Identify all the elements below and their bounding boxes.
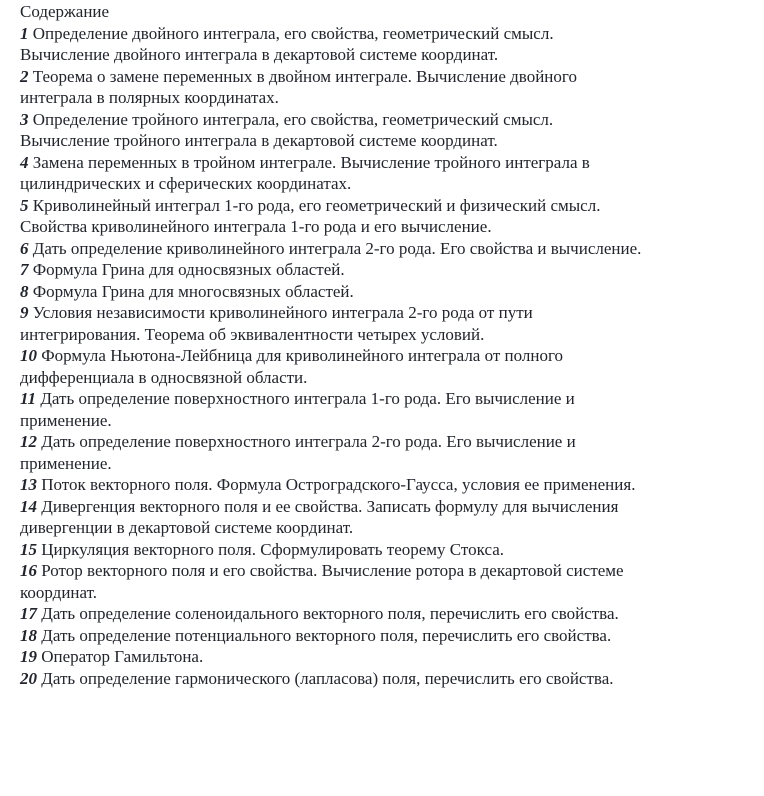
toc-item-text: Циркуляция векторного поля. Сформулировать теорему Стокса. — [41, 539, 505, 559]
toc-item-text: Оператор Гамильтона. — [41, 647, 204, 666]
toc-item — [20, 66, 646, 109]
toc-item — [20, 23, 646, 66]
toc-item-text: Поток векторного поля. Формула Остроградского-Гаусса, условия ее применения. — [41, 475, 636, 494]
toc-item-number: 13 — [20, 475, 37, 494]
toc-item-number: 10 — [20, 346, 37, 365]
toc-item-number: 11 — [20, 389, 37, 408]
toc-item-text: Формула Грина для односвязных областей. — [32, 260, 345, 279]
toc-item — [20, 496, 646, 539]
toc-item — [20, 539, 646, 561]
toc-item-text: Дать определение соленоидального векторного поля, перечислить его свойства. — [41, 604, 619, 623]
toc-item-text: Дать определение поверхностного интеграла 2-го рода. Его вычисление и применение. — [20, 432, 576, 473]
toc-item-number: 16 — [20, 561, 37, 580]
toc-item-number: 12 — [20, 432, 37, 451]
toc-item-number: 7 — [20, 260, 29, 279]
toc-item-number: 8 — [20, 281, 29, 301]
toc-item-text: Дивергенция векторного поля и ее свойства. Записать формулу для вычисления дивергенции в декартовой системе координат. — [20, 496, 619, 537]
toc-item-number: 17 — [20, 604, 37, 623]
toc-item — [20, 603, 646, 625]
toc-item-number: 2 — [20, 66, 29, 86]
toc-item-text: Дать определение потенциального векторного поля, перечислить его свойства. — [41, 625, 612, 645]
toc-item-text: Дать определение гармонического (лапласова) поля, перечислить его свойства. — [41, 668, 614, 688]
toc-item — [20, 431, 646, 474]
toc-item-text: Замена переменных в тройном интеграле. Вычисление тройного интеграла в цилиндрических и сферических координатах. — [20, 152, 590, 193]
toc-item-number: 1 — [20, 23, 29, 43]
toc-item-text: Определение двойного интеграла, его свойства, геометрический смысл. Вычисление двойного интеграла в декартовой системе координат. — [20, 23, 554, 64]
toc-item — [20, 195, 646, 238]
toc-item-number: 6 — [20, 238, 29, 258]
toc-item — [20, 281, 646, 303]
toc-item — [20, 474, 646, 496]
toc-item — [20, 625, 646, 647]
toc-item-number: 5 — [20, 195, 29, 215]
toc-item-number: 3 — [20, 109, 29, 129]
toc-item-number: 19 — [20, 647, 37, 666]
toc-item — [20, 259, 646, 281]
toc-item — [20, 345, 646, 388]
toc-item-text: Ротор векторного поля и его свойства. Вычисление ротора в декартовой системе координат. — [20, 561, 624, 602]
toc-item-number: 20 — [20, 668, 37, 688]
toc-item — [20, 388, 646, 431]
toc-item-text: Формула Ньютона-Лейбница для криволинейного интеграла от полного дифференциала в односвязной области. — [20, 346, 564, 387]
toc-item-text: Дать определение поверхностного интеграла 1-го рода. Его вычисление и применение. — [20, 389, 575, 430]
toc-item-text: Теорема о замене переменных в двойном интеграле. Вычисление двойного интеграла в полярных координатах. — [20, 66, 577, 107]
toc-item — [20, 152, 646, 195]
toc-item-text: Формула Грина для многосвязных областей. — [32, 281, 354, 301]
toc-item-number: 14 — [20, 496, 37, 516]
toc-item-number: 15 — [20, 539, 37, 559]
toc-item-number: 9 — [20, 303, 29, 322]
toc-item — [20, 668, 646, 690]
toc-item — [20, 646, 646, 668]
toc-item — [20, 109, 646, 152]
toc-item-text: Дать определение криволинейного интеграла 2-го рода. Его свойства и вычисление. — [32, 238, 642, 258]
toc-item-text: Условия независимости криволинейного интеграла 2-го рода от пути интегрирования. Теорема об эквивалентности четырех условий. — [20, 303, 533, 344]
toc-item — [20, 238, 646, 260]
toc-item-text: Определение тройного интеграла, его свойства, геометрический смысл. Вычисление тройного интеграла в декартовой системе координат. — [20, 109, 554, 150]
toc-item-text: Криволинейный интеграл 1-го рода, его геометрический и физический смысл. Свойства криволинейного интеграла 1-го рода и его вычисление. — [20, 195, 601, 236]
toc-item — [20, 560, 646, 603]
toc-item-number: 18 — [20, 625, 37, 645]
toc-item — [20, 302, 646, 345]
page-title: Содержание — [20, 2, 110, 21]
toc-item-number: 4 — [20, 152, 29, 172]
